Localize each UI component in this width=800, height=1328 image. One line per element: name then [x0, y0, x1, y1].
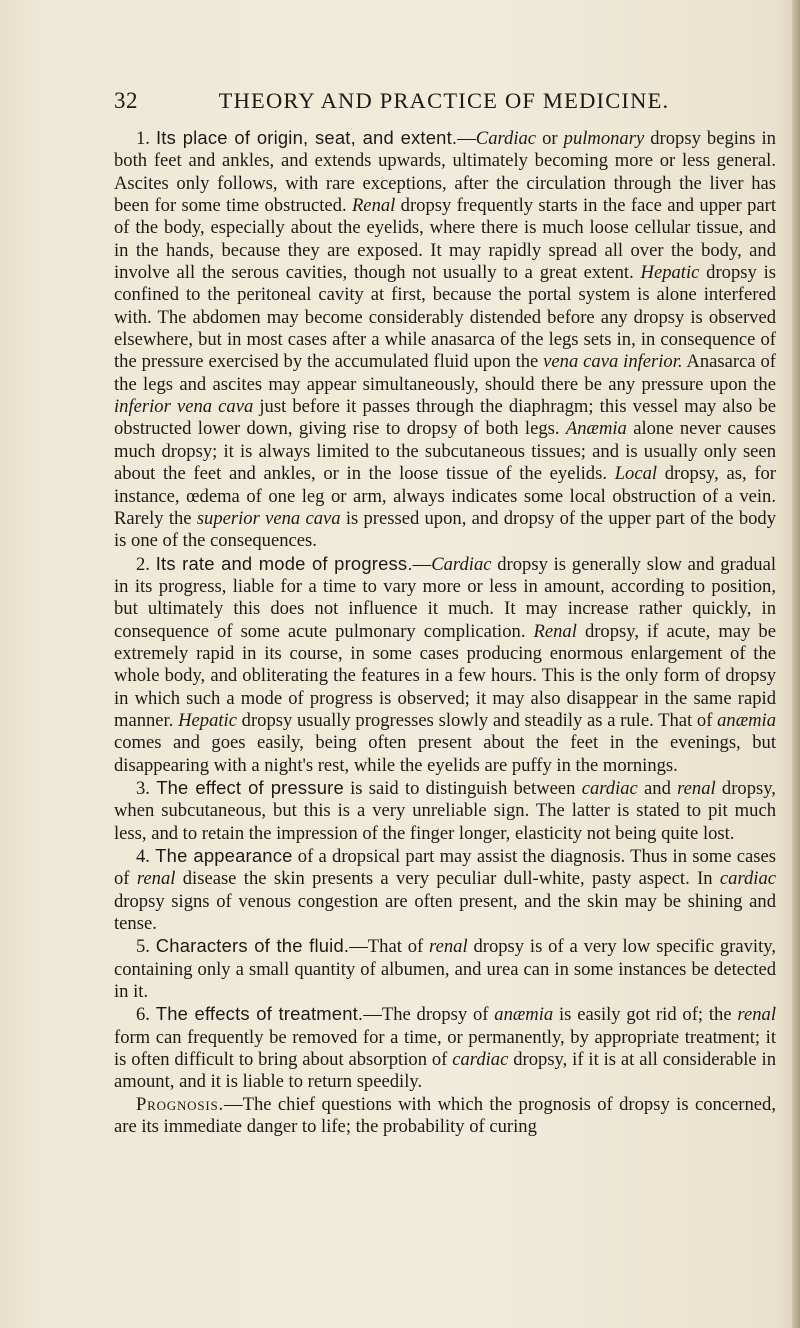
text-run: —That of [349, 936, 430, 958]
paragraph-number: 4. [136, 846, 150, 867]
italic-term: pulmonary [563, 128, 645, 149]
text-run: Anasarca of the legs and ascites may appear simultaneously, should there be any pressure upon the [114, 351, 776, 395]
italic-term: Anæmia [565, 418, 627, 440]
text-run: alone never causes much dropsy; it is always limited to the subcutaneous tissues; and is usually only seen about the feet and ankles, or in the loose tissue of the eyelids. [114, 418, 776, 485]
section-heading: Its place of origin, seat, and extent. [156, 127, 458, 148]
text-run: is pressed upon, and dropsy of the upper part of the body is one of the consequences. [114, 507, 777, 552]
italic-term: Renal [533, 620, 577, 642]
text-run: dropsy usually progresses slowly and steadily as a rule. That of [236, 709, 718, 731]
text-run: dropsy frequently starts in the face and upper part of the body, especially about the eyelids, where there is much loose cellular tissue, and in the hands, because they are exposed. It may rapidly spread all over the body, and involve all the serous cavities, though not usually to a great extent. [114, 195, 777, 284]
text-run: disease the skin presents a very peculiar dull-white, pasty aspect. In [175, 868, 720, 890]
section-heading: Its rate and mode of progress. [155, 552, 413, 574]
paragraph-rate-mode-progress [114, 553, 776, 777]
text-run: comes and goes easily, being often present about the feet in the evenings, but disappearing with a night's rest, while the eyelids are puffy in the mornings. [114, 732, 776, 776]
text-run: —The dropsy of [363, 1004, 495, 1026]
text-run: dropsy, if it is at all considerable in amount, and it is liable to return speedily. [114, 1049, 777, 1093]
text-run: form can frequently be removed for a time, or permanently, by appropriate treatment; it is often difficult to bring about absorption of [114, 1026, 776, 1071]
prognosis-text: —The chief questions with which the prognosis of dropsy is concerned, are its immediate danger to life; the probability of curing [114, 1093, 776, 1138]
text-run: dropsy, as, for instance, œdema of one leg or arm, always indicates some local obstruction of a vein. Rarely the [114, 463, 776, 529]
italic-term: anæmia [494, 1004, 554, 1026]
italic-term: inferior vena cava [114, 396, 254, 418]
italic-term: cardiac [581, 777, 638, 799]
italic-term: cardiac [719, 868, 777, 890]
text-run: dropsy, when subcutaneous, but this is a very unreliable sign. The latter is stated to pit much less, and to retain the impression of the finger longer, elasticity not being quite lost. [114, 777, 776, 844]
page-number: 32 [114, 88, 138, 113]
italic-term: renal [677, 777, 716, 799]
text-run: is said to distinguish between [343, 777, 582, 799]
paragraph-origin-seat-extent [114, 127, 776, 553]
text-run: dropsy is generally slow and gradual in its progress, liable for a time to vary more or less in amount, according to position, but ultimately this does not influence it much. It may increase rather quickly, in consequence of some acute pulmonary complication. [114, 553, 776, 642]
body-text [114, 127, 776, 1138]
italic-term: superior vena cava [196, 507, 341, 529]
paragraph-number: 2. [136, 553, 150, 575]
paragraph-prognosis [114, 1094, 776, 1139]
section-heading: The effect of pressure [156, 776, 344, 798]
text-run: of a dropsical part may assist the diagnosis. Thus in some cases of [114, 846, 776, 890]
paragraph-body [114, 554, 776, 776]
text-run: dropsy, if acute, may be extremely rapid in its course, in some cases producing enormous enlargement of the whole body, and obliterating the features in a few hours. This is the only form of dropsy in which such a mode of progress is observed; it may also disappear in the same rapid manner. [114, 620, 776, 731]
italic-term: anæmia [717, 709, 776, 731]
text-run: — [412, 553, 432, 575]
paragraph-body [114, 128, 776, 551]
italic-term: Local [614, 463, 658, 485]
paragraph-characters-of-fluid [114, 935, 776, 1003]
text-run: is easily got rid of; the [553, 1004, 738, 1026]
text-run: dropsy begins in both feet and ankles, and extends upwards, ultimately becoming more or less general. Ascites only follows, with rare exceptions, after the circulation through the liver has been for some time obstructed. [114, 128, 776, 217]
text-run: and [637, 777, 678, 799]
italic-term: Hepatic [640, 262, 700, 284]
text-run: dropsy is of a very low specific gravity, containing only a small quantity of albumen, and urea can in some instances be detected in it. [114, 936, 776, 1003]
italic-term: Renal [351, 195, 396, 217]
text-run: just before it passes through the diaphragm; this vessel may also be obstructed lower down, giving rise to dropsy of both legs. [114, 396, 776, 440]
italic-term: cardiac [452, 1049, 509, 1071]
page-header [114, 88, 774, 118]
section-heading: The appearance [155, 845, 293, 866]
running-title: THEORY AND PRACTICE OF MEDICINE. [218, 88, 670, 113]
italic-term: Cardiac [475, 128, 537, 149]
paragraph-number: 6. [136, 1004, 150, 1026]
paragraph-number: 5. [136, 936, 150, 958]
text-run: or [536, 128, 564, 149]
italic-term: renal [136, 868, 176, 890]
page-edge [792, 0, 800, 1328]
italic-term: renal [737, 1004, 776, 1026]
paragraph-number: 1. [136, 128, 150, 149]
paragraph-number: 3. [136, 777, 150, 799]
paragraph-effect-of-pressure [114, 777, 776, 845]
section-heading: The effects of treatment. [155, 1003, 364, 1025]
text-run: dropsy signs of venous congestion are often present, and the skin may be shining and tense. [114, 890, 776, 935]
italic-term: Cardiac [431, 553, 492, 575]
italic-term: Hepatic [178, 709, 237, 731]
text-run: dropsy is confined to the peritoneal cavity at first, because the portal system is alone interfered with. The abdomen may become considerably distended before any dropsy is observed elsewhere, but in most cases after a while anasarca of the legs sets in, in consequence of the pressure exercised by the accumulated fluid upon the [114, 262, 776, 373]
section-heading: Characters of the fluid. [155, 935, 350, 957]
text-run: — [457, 128, 476, 149]
paragraph-appearance [114, 845, 776, 935]
italic-term: renal [429, 936, 468, 958]
paragraph-effects-of-treatment [114, 1003, 776, 1093]
italic-term: vena cava inferior. [543, 351, 683, 373]
prognosis-heading: Prognosis. [136, 1093, 225, 1115]
